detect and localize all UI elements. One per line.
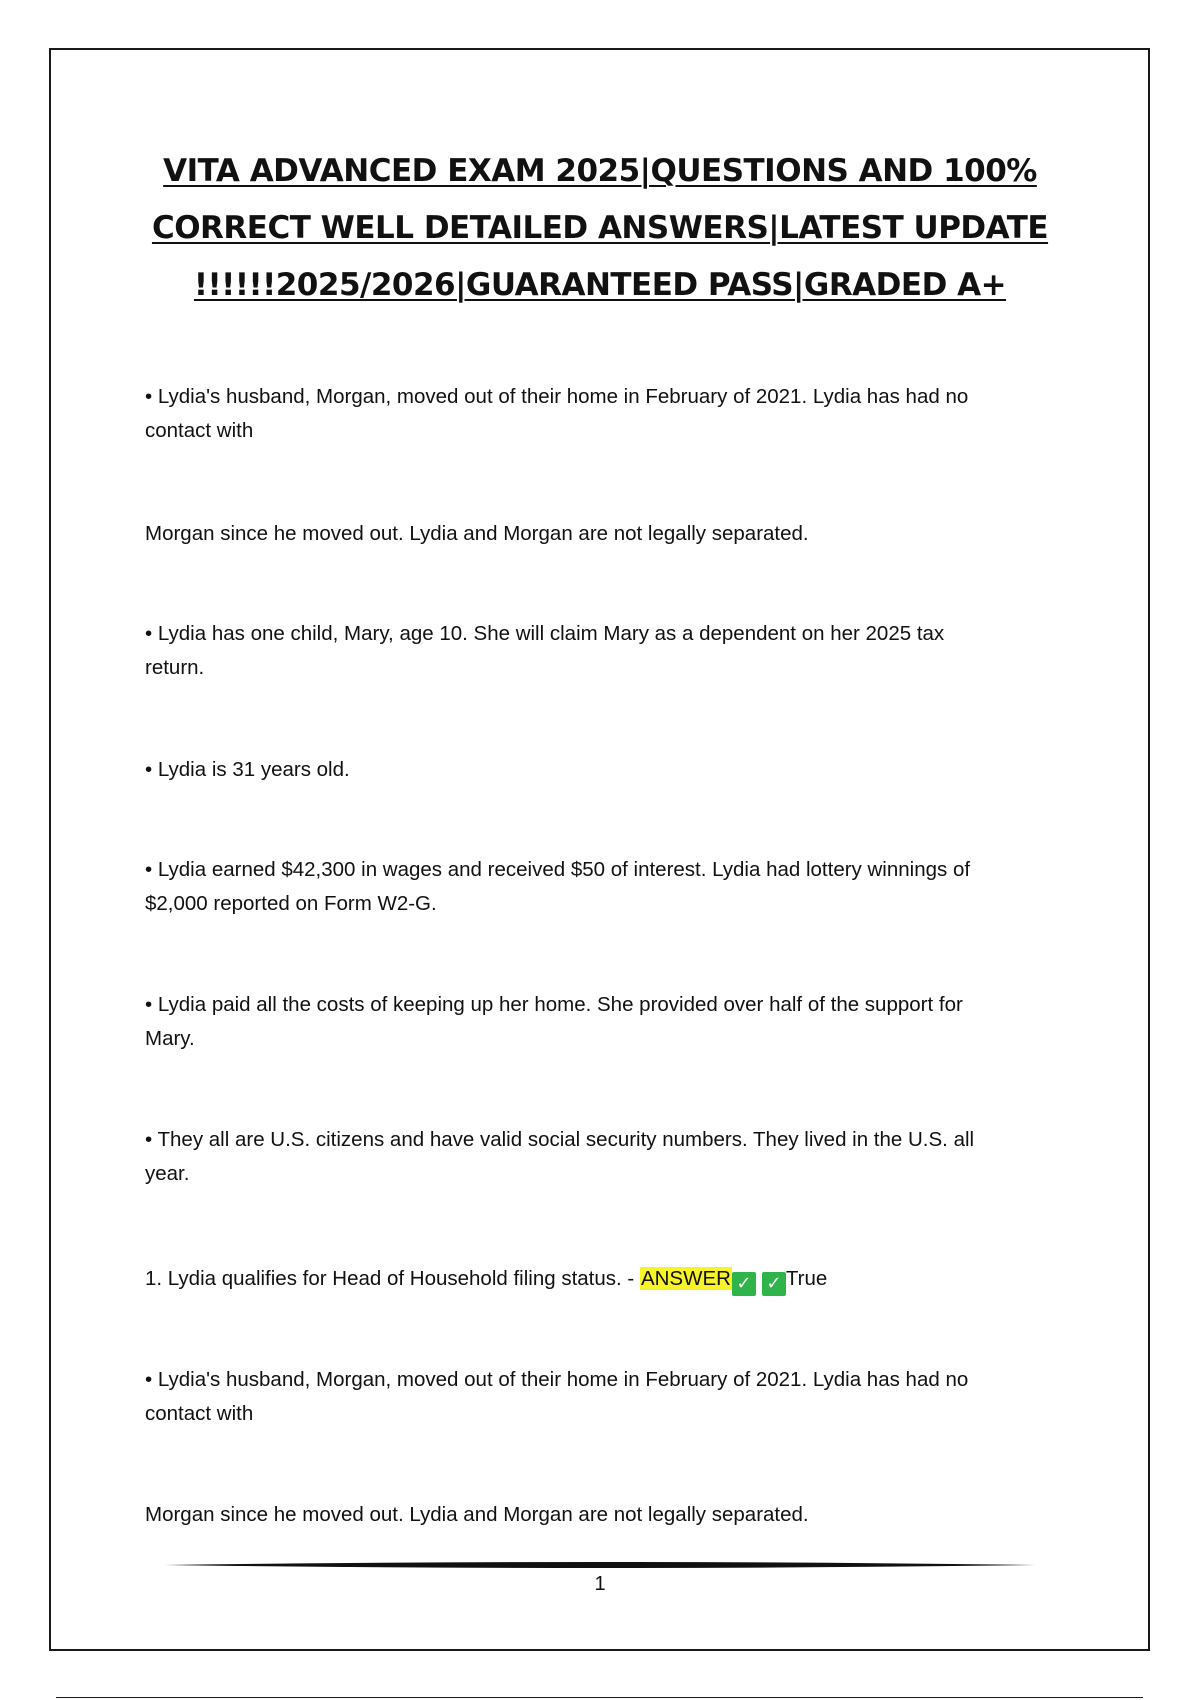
paragraph-not-separated-repeat: Morgan since he moved out. Lydia and Morgan are not legally separated. bbox=[145, 1503, 809, 1526]
answer-value: True bbox=[785, 1267, 828, 1290]
paragraph-home-costs: • Lydia paid all the costs of keeping up her home. She provided over half of the support for Mary. bbox=[145, 993, 963, 1050]
paragraph-citizenship: • They all are U.S. citizens and have valid social security numbers. They lived in the U.S. all year. bbox=[145, 1128, 975, 1185]
title-line-3: !!!!!!2025/2026|GUARANTEED PASS|GRADED A+ bbox=[193, 267, 1007, 303]
title-line-1: VITA ADVANCED EXAM 2025|QUESTIONS AND 100% bbox=[163, 153, 1037, 189]
green-checkmark-box-icon: ✓ bbox=[762, 1272, 786, 1296]
next-page-edge bbox=[56, 1697, 1143, 1698]
question-1 bbox=[145, 1262, 1045, 1296]
paragraph-morgan-moved-out: • Lydia's husband, Morgan, moved out of their home in February of 2021. Lydia has had no contact with bbox=[145, 385, 969, 442]
paragraph-child-mary: • Lydia has one child, Mary, age 10. She will claim Mary as a dependent on her 2025 tax return. bbox=[145, 622, 945, 679]
document-title bbox=[130, 143, 1070, 314]
question-text: 1. Lydia qualifies for Head of Household filing status. - bbox=[145, 1267, 640, 1290]
paragraph-not-separated: Morgan since he moved out. Lydia and Morgan are not legally separated. bbox=[145, 522, 809, 545]
paragraph-income: • Lydia earned $42,300 in wages and received $50 of interest. Lydia had lottery winnings of $2,000 reported on Form W2-G. bbox=[145, 858, 971, 915]
answer-label: ANSWER bbox=[640, 1267, 731, 1290]
footer-divider bbox=[165, 1560, 1035, 1570]
paragraph-age: • Lydia is 31 years old. bbox=[145, 758, 350, 781]
title-line-2: CORRECT WELL DETAILED ANSWERS|LATEST UPDATE bbox=[151, 210, 1049, 246]
page-number: 1 bbox=[594, 1573, 606, 1595]
green-checkmark-box-icon: ✓ bbox=[732, 1272, 756, 1296]
paragraph-morgan-moved-out-repeat: • Lydia's husband, Morgan, moved out of their home in February of 2021. Lydia has had no contact with bbox=[145, 1368, 969, 1425]
